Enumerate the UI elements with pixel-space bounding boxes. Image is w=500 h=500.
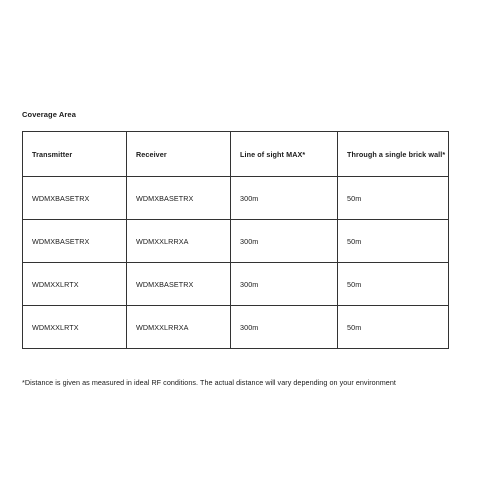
header-transmitter: Transmitter xyxy=(23,132,127,177)
cell-transmitter: WDMXBASETRX xyxy=(23,177,127,220)
header-brick-wall: Through a single brick wall* xyxy=(338,132,449,177)
table-row xyxy=(23,306,449,349)
cell-line-of-sight: 300m xyxy=(231,177,338,220)
cell-receiver: WDMXXLRRXA xyxy=(127,220,231,263)
footnote: *Distance is given as measured in ideal RF conditions. The actual distance will vary depending on your environment xyxy=(22,378,396,387)
coverage-table xyxy=(22,131,449,349)
table-row xyxy=(23,220,449,263)
header-receiver: Receiver xyxy=(127,132,231,177)
cell-line-of-sight: 300m xyxy=(231,220,338,263)
header-line-of-sight: Line of sight MAX* xyxy=(231,132,338,177)
cell-brick-wall: 50m xyxy=(338,263,449,306)
cell-transmitter: WDMXBASETRX xyxy=(23,220,127,263)
section-title: Coverage Area xyxy=(22,110,76,119)
table-row xyxy=(23,177,449,220)
cell-line-of-sight: 300m xyxy=(231,306,338,349)
table-row xyxy=(23,263,449,306)
cell-receiver: WDMXXLRRXA xyxy=(127,306,231,349)
table-header-row xyxy=(23,132,449,177)
cell-transmitter: WDMXXLRTX xyxy=(23,263,127,306)
cell-brick-wall: 50m xyxy=(338,306,449,349)
cell-brick-wall: 50m xyxy=(338,220,449,263)
cell-brick-wall: 50m xyxy=(338,177,449,220)
cell-receiver: WDMXBASETRX xyxy=(127,177,231,220)
cell-transmitter: WDMXXLRTX xyxy=(23,306,127,349)
cell-receiver: WDMXBASETRX xyxy=(127,263,231,306)
cell-line-of-sight: 300m xyxy=(231,263,338,306)
